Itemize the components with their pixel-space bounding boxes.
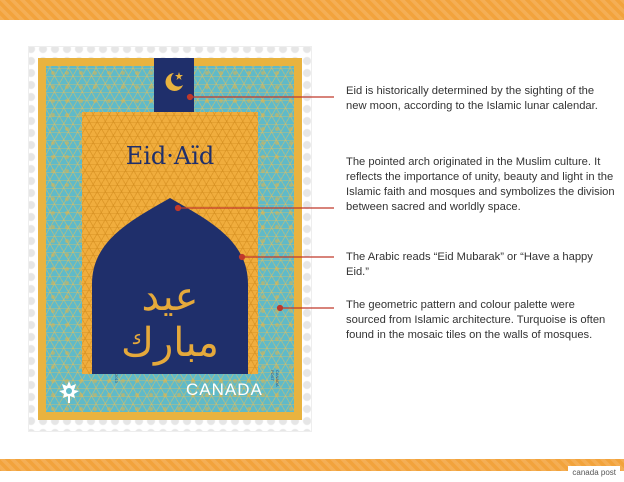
crescent-moon-star-icon xyxy=(160,70,188,94)
stamp-title: Eid·Aïd xyxy=(125,142,215,170)
annotation-arch: The pointed arch originated in the Muslim culture. It reflects the importance of unity, beauty and light in the Islamic faith and mosques and symbolizes the division between sacred and worldly space. xyxy=(346,156,615,213)
country-name: CANADA xyxy=(186,380,263,399)
annotation-arabic: The Arabic reads “Eid Mubarak” or “Have a happy Eid.” xyxy=(346,251,593,278)
turquoise-geometric-pattern xyxy=(46,66,294,412)
gold-arch-frame xyxy=(82,112,280,387)
annotation-pattern: The geometric pattern and colour palette were sourced from Islamic architecture. Turquoise is often found in the mosaic tiles on the walls of mosques. xyxy=(346,299,606,341)
navy-ribbon xyxy=(154,58,194,114)
stamp-side-credit: CANADA POST xyxy=(270,370,280,387)
top-orange-band xyxy=(0,0,624,20)
arabic-calligraphy: عيد مبارك xyxy=(121,274,219,366)
photo-credit: canada post xyxy=(568,466,620,482)
stamp-year-text: 2013 xyxy=(114,374,119,383)
canada-post-logo-icon xyxy=(58,380,80,404)
annotation-moon: Eid is historically determined by the sighting of the new moon, according to the Islamic lunar calendar. xyxy=(346,85,598,112)
eid-stamp xyxy=(38,58,302,420)
bottom-orange-band xyxy=(0,459,624,471)
